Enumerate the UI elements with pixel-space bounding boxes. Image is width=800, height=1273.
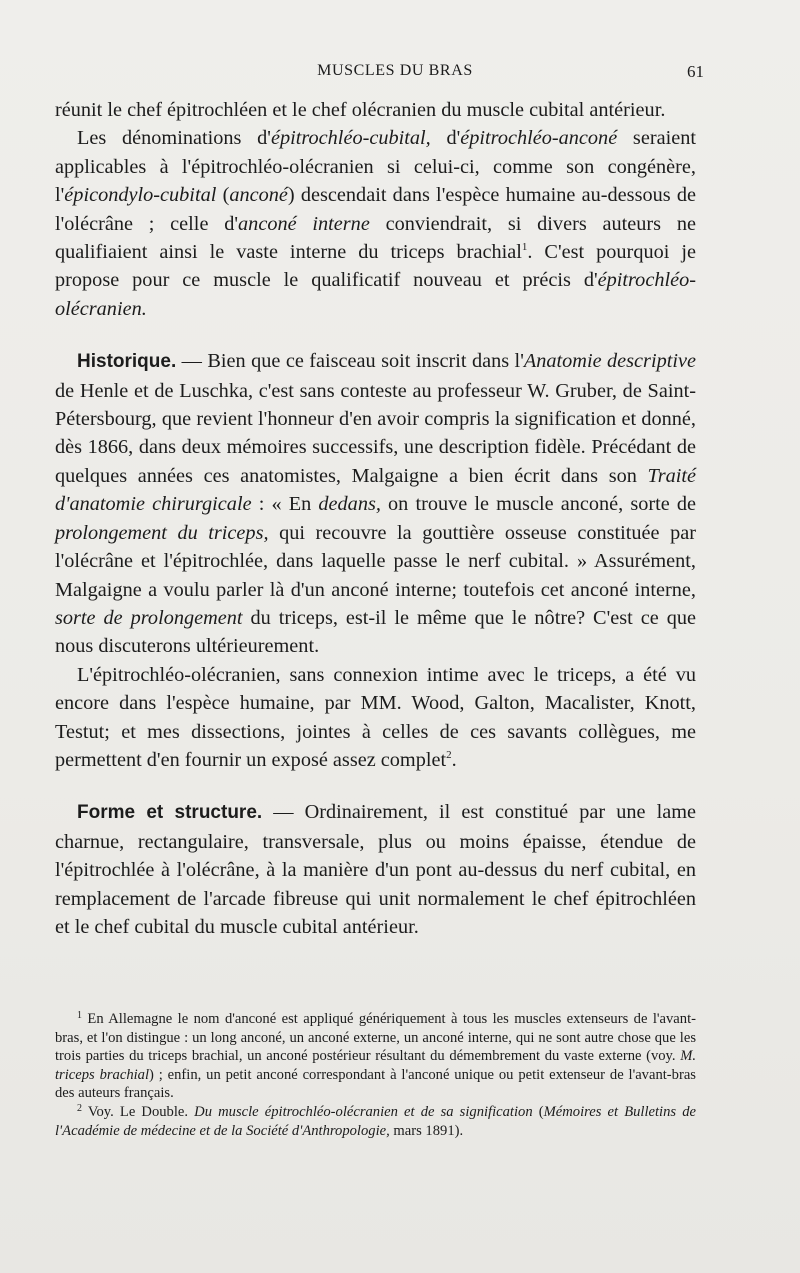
text-run: Voy. Le Double. <box>82 1103 195 1120</box>
paragraph-continuation: réunit le chef épitrochléen et le chef olécranien du muscle cubital antérieur. <box>55 99 666 121</box>
footnote-mark: 2 <box>77 1102 82 1114</box>
italic-term: Mémoires et Bulletins de l'Académie de médecine et de la Société d'Anthropologie, <box>55 1103 696 1139</box>
footnote-ref: 1 <box>521 241 528 254</box>
running-head <box>78 62 712 86</box>
text-run: — Ordinairement, il est constitué par une lame charnue, rectangulaire, transversale, plus ou moins épaisse, étendue de l'épitrochlée à l'olécrâne, à la manière d'un pont au-dessus du nerf cubital, en remplacement de l'arcade fibreuse qui unit normalement le chef épitrochléen et le chef cubital du muscle cubital antérieur. <box>55 801 696 938</box>
text-run: En Allemagne le nom d'anconé est appliqué génériquement à tous les muscles extenseurs de l'avant-bras, et l'on distingue : un long anconé, un anconé externe, un anconé interne, qui ne sont autre chose que les trois parties du triceps brachial, un anconé postérieur résultant du démembrement du vaste externe (voy. <box>55 1011 696 1065</box>
italic-term: épitrochléo-cubital, <box>270 127 431 150</box>
text-run: de Henle et de Luschka, c'est sans conteste au professeur W. Gruber, de Saint-Pétersbourg, que revient l'honneur d'en avoir compris la signification et donné, dès 1866, dans deux mémoires successifs, une description fidèle. Précédant de quelques années ces anatomistes, Malgaigne a bien écrit dans son <box>55 379 696 487</box>
italic-term: anconé interne <box>238 212 370 235</box>
body-text <box>55 96 696 941</box>
italic-term: Traité d'anatomie chirurgicale <box>55 464 696 516</box>
text-run: ) ; enfin, un petit anconé correspondant à l'anconé unique ou petit extenseur de l'avant-bras des auteurs français. <box>55 1066 696 1102</box>
text-run: ) descendait dans l'espèce humaine au-dessous de l'olécrâne ; celle d' <box>55 184 696 235</box>
italic-term: dedans, <box>318 493 381 516</box>
running-title: MUSCLES DU BRAS <box>317 62 473 79</box>
text-run: du triceps, est-il le même que le nôtre? C'est ce que nous discuterons ultérieurement. <box>55 606 696 658</box>
text-run: Les dénominations d' <box>77 127 271 150</box>
paragraph-denominations <box>55 124 696 323</box>
text-run: ( <box>216 184 230 207</box>
footnote-ref: 2 <box>446 748 452 761</box>
section-gap <box>55 323 696 347</box>
footnote-2 <box>55 1103 696 1140</box>
text-run: conviendrait, si divers auteurs ne qualifiaient ainsi le vaste interne du triceps brachial <box>55 212 697 264</box>
text-run: . C'est pourquoi je propose pour ce muscle le qualificatif nouveau et précis d' <box>55 241 696 292</box>
italic-term: épicondylo-cubital <box>64 184 217 207</box>
section-heading: Forme et structure. <box>77 802 263 824</box>
italic-term: prolongement du triceps, <box>55 521 269 544</box>
italic-term: sorte de prolongement <box>55 606 243 629</box>
text-run: ( <box>532 1103 544 1120</box>
footnotes <box>55 1010 696 1140</box>
italic-term: Anatomie descriptive <box>523 350 696 373</box>
italic-term: épitrochléo-anconé <box>460 127 618 150</box>
text-run: seraient applicables à l'épitrochléo-olécranien si celui-ci, comme son congénère, l' <box>55 127 696 207</box>
text-run: : « En <box>251 493 319 516</box>
italic-term: M. triceps brachial <box>55 1048 696 1083</box>
page-number: 61 <box>687 62 704 81</box>
text-run: d' <box>430 127 461 150</box>
footnote-1 <box>55 1010 696 1103</box>
footnote-mark: 1 <box>77 1010 82 1021</box>
text-run: . <box>451 748 457 771</box>
text-run: mars 1891). <box>389 1122 464 1139</box>
paragraph-forme-structure <box>55 798 696 941</box>
text-run: L'épitrochléo-olécranien, sans connexion intime avec le triceps, a été vu encore dans l'espèce humaine, par MM. Wood, Galton, Macalister, Knott, Testut; et mes dissections, jointes à celles de ces savants collègues, me permettent d'en fournir un exposé assez complet <box>55 663 696 771</box>
section-heading: Historique. <box>77 351 177 373</box>
text-run: on trouve le muscle anconé, sorte de <box>380 493 697 516</box>
section-gap <box>55 774 696 798</box>
italic-term: Du muscle épitrochléo-olécranien et de sa signification <box>194 1103 533 1120</box>
text-run: — Bien que ce faisceau soit inscrit dans l' <box>176 350 524 373</box>
paragraph-observations <box>55 661 696 775</box>
italic-term: épitrochléo-olécranien. <box>55 269 696 320</box>
italic-term: anconé <box>229 184 288 207</box>
paragraph-historique <box>55 347 696 660</box>
text-run: qui recouvre la gouttière osseuse constituée par l'olécrâne et l'épitrochlée, dans laquelle passe le nerf cubital. » Assurément, Malgaigne a voulu parler là d'un anconé interne; toutefois cet anconé interne, <box>55 521 696 601</box>
